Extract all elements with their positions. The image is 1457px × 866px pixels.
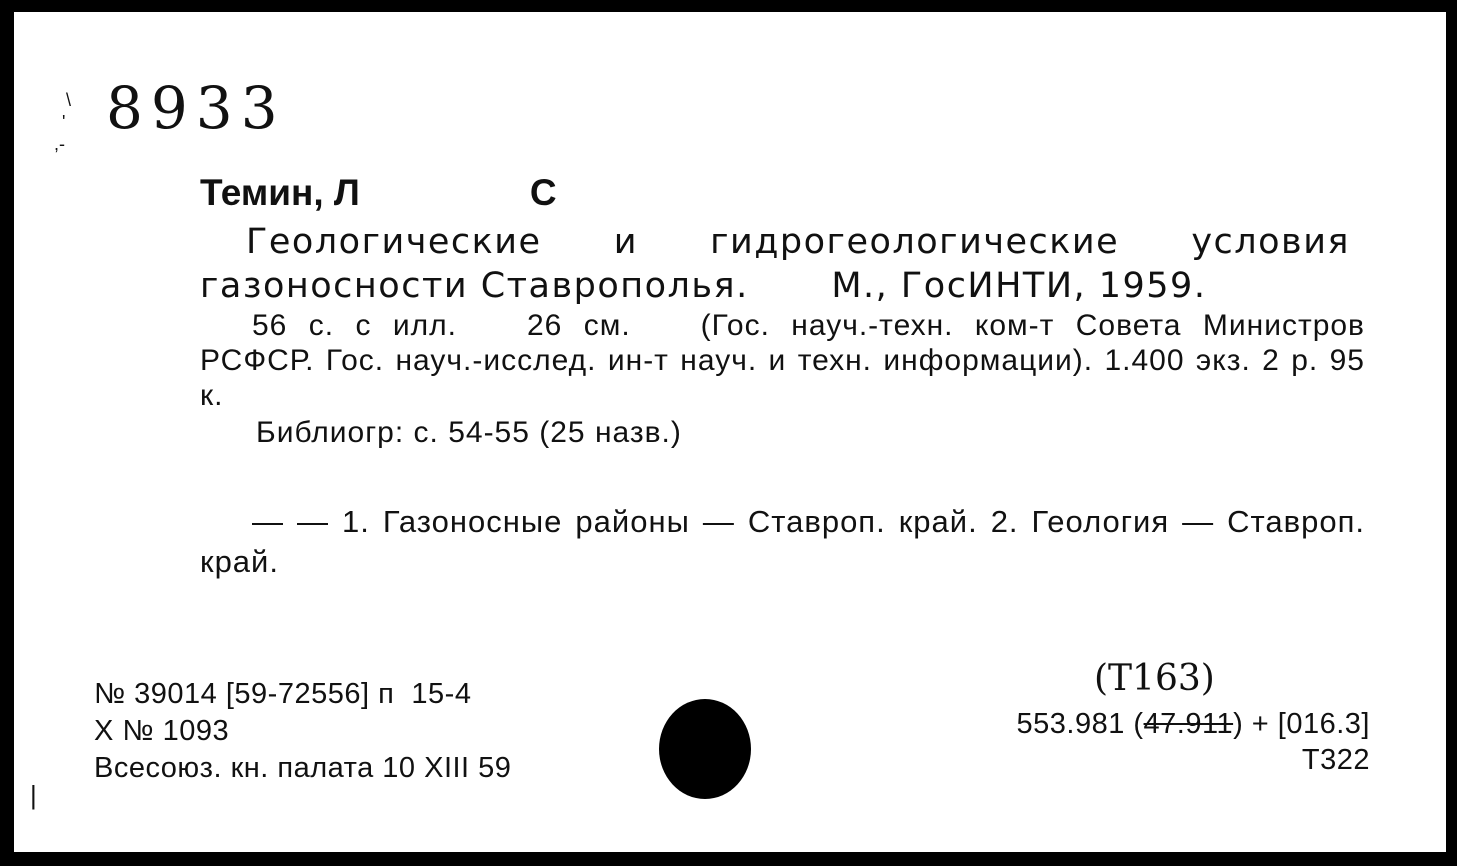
pencil-mark: ,-: [54, 134, 65, 154]
x-number-line: X № 1093: [94, 715, 230, 747]
extent: 56 с. с илл.: [252, 309, 457, 342]
series-note: (Гос. науч.-техн. ком-т Совета Министров РСФСР. Гос. науч.-исслед. ин-т науч. и техн. информации). 1.400 экз. 2 р. 95 к.: [200, 309, 1365, 412]
title-main: Геологические и гидрогеологические условия газоносности Ставрополья.: [200, 222, 1350, 306]
author-initial: С: [529, 172, 557, 213]
classification-suffix: ) + [016.3]: [1233, 708, 1370, 740]
subject-headings: — — 1. Газоносные районы — Ставроп. край. 2. Геология — Ставроп. край.: [200, 504, 1365, 579]
publication-info: М., ГосИНТИ, 1959.: [831, 266, 1207, 306]
cutter-number: Т322: [1301, 744, 1370, 776]
author-heading: [200, 172, 557, 214]
classification-prefix: 553.981 (: [1016, 708, 1144, 740]
book-title: [200, 220, 1350, 308]
bibliography-note: Библиогр: с. 54-55 (25 назв.): [256, 416, 682, 449]
catalog-card: [14, 12, 1446, 852]
handwritten-code: (Т163): [1094, 658, 1215, 699]
classification-struck: 47.911: [1143, 708, 1234, 740]
size: 26 см.: [526, 309, 631, 342]
chamber-line: Всесоюз. кн. палата 10 XIII 59: [94, 752, 512, 784]
author-name: Темин, Л: [200, 172, 360, 213]
pencil-mark: \: [66, 90, 72, 110]
punch-hole: [659, 699, 751, 799]
physical-description: [200, 308, 1365, 413]
classification-index: [1017, 706, 1371, 742]
registration-line: № 39014 [59-72556] п 15-4: [94, 678, 472, 710]
card-footer-right: [1017, 706, 1371, 778]
handwritten-number: 8933: [106, 74, 286, 142]
card-footer-left: [94, 676, 511, 787]
pencil-mark: |: [30, 780, 37, 810]
pencil-mark: ': [62, 112, 66, 132]
